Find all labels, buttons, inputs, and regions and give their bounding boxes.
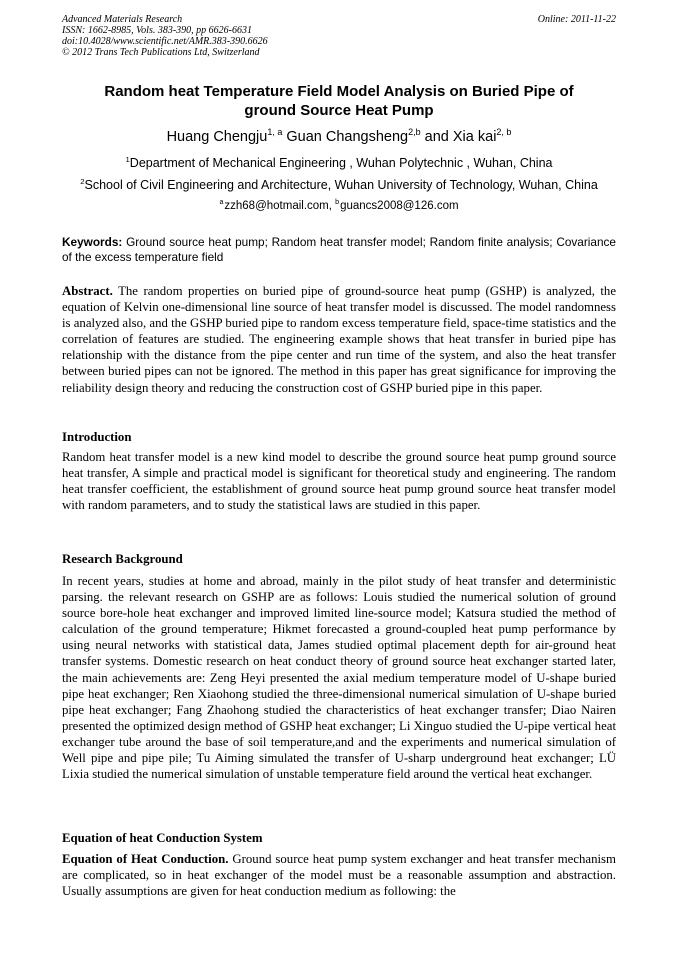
doi-line: doi:10.4028/www.scientific.net/AMR.383-390.6626	[62, 36, 268, 47]
equation-label: Equation of Heat Conduction.	[62, 852, 229, 866]
title-line-1: Random heat Temperature Field Model Analysis on Buried Pipe of	[104, 83, 574, 100]
abstract-text: The random properties on buried pipe of ground-source heat pump (GSHP) is analyzed, the equation of Kelvin one-dimensional line source of heat transfer model is discussed. The model randomness is analyzed also, and the GSHP buried pipe to random excess temperature field, space-time statistics and the correlation of features are studied. The engineering example shows that heat transfer in buried pipe has relationship with the distance from the pipe center and run time of the system, and also the heat transfer between buried pipes can not be ignored. The method in this paper has great significance for improving the reliability design theory and reducing the construction cost of GSHP buried pipe in this paper.	[62, 284, 616, 395]
keywords	[62, 235, 616, 264]
author-emails	[62, 199, 616, 213]
title-line-2: ground Source Heat Pump	[244, 102, 434, 119]
abstract	[62, 283, 616, 396]
copyright-line: © 2012 Trans Tech Publications Ltd, Switzerland	[62, 47, 260, 58]
section-heading-background: Research Background	[62, 552, 183, 566]
issn-line: ISSN: 1662-8985, Vols. 383-390, pp 6626-6631	[62, 25, 252, 36]
section-heading-equation: Equation of heat Conduction System	[62, 831, 263, 845]
equation-paragraph	[62, 851, 616, 899]
affiliation-2	[40, 177, 638, 193]
affiliation-1	[40, 155, 638, 171]
author-superscript: 2, b	[496, 127, 512, 138]
abstract-label: Abstract.	[62, 284, 113, 298]
journal-name: Advanced Materials Research	[62, 14, 183, 25]
affiliation-superscript: 2	[80, 176, 85, 186]
keywords-label: Keywords:	[62, 235, 123, 249]
email-text: guancs2008@126.com	[340, 200, 459, 212]
author-superscript: 2,b	[408, 127, 421, 138]
equation-text: Ground source heat pump system exchanger and heat transfer mechanism are complicated, so in heat exchanger of the model must be a reasonable assumption and abstraction. Usually assumptions are given for heat conduction medium as following: the	[62, 852, 616, 899]
author-superscript: 1, a	[267, 127, 283, 138]
email-superscript: a	[219, 198, 224, 207]
email-text: zzh68@hotmail.com,	[224, 200, 332, 212]
background-paragraph: In recent years, studies at home and abroad, mainly in the pilot study of heat transfer and deterministic parsing. the relevant research on GSHP are as follows: Louis studied the numerical solution of ground source bore-hole heat exchanger and improved limited line-source model; Katsura studied the method of calculation of the ground temperature; Hikmet forecasted a ground-coupled heat pump performance by using neural networks with statistical data, James studied optimal placement depth for air-ground heat transfer systems. Domestic research on heat conduct theory of ground source heat exchanger started later, the main achievements are: Zeng Heyi presented the axial medium temperature model of U-shape buried pipe heat exchanger; Ren Xiaohong studied the three-dimensional numerical simulation of U-shape buried pipe heat exchanger; Fang Zhaohong studied the characteristics of heat exchanger transfer; Diao Nairen presented the optimized design method of GSHP heat exchanger; Li Xinguo studied the U-pipe vertical heat exchanger tube around the base of soil temperature,and and the experiments and numerical simulation of Well pipe and pipe pile; Tu Aiming simulated the transfer of U-sharp underground heat exchanger; LÜ Lixia studied the numerical simulation of unstable temperature field around the vertical heat exchanger.	[62, 574, 616, 782]
keywords-text: Ground source heat pump; Random heat transfer model; Random finite analysis; Covariance of the excess temperature field	[62, 235, 616, 264]
email-superscript: b	[335, 198, 340, 207]
affiliation-text: School of Civil Engineering and Architecture, Wuhan University of Technology, Wuhan, China	[84, 178, 598, 192]
author-name: Guan Changsheng	[286, 129, 409, 145]
author-name: Huang Chengju	[166, 129, 268, 145]
journal-header	[62, 14, 616, 58]
online-date: Online: 2011-11-22	[537, 14, 616, 25]
author-name: Xia kai	[452, 129, 497, 145]
author-list	[62, 128, 616, 146]
introduction-paragraph: Random heat transfer model is a new kind model to describe the ground source heat pump ground source heat transfer, A simple and practical model is significant for theoretical study and engineering. The random heat transfer coefficient, the establishment of ground source heat pump ground source heat transfer model with random parameters, and to study the statistical laws are studied in this paper.	[62, 450, 616, 513]
affiliation-superscript: 1	[125, 154, 130, 164]
author-conjunction: and	[424, 129, 449, 145]
affiliation-text: Department of Mechanical Engineering , Wuhan Polytechnic , Wuhan, China	[129, 156, 553, 170]
paper-title	[62, 82, 616, 120]
section-heading-introduction: Introduction	[62, 430, 132, 444]
